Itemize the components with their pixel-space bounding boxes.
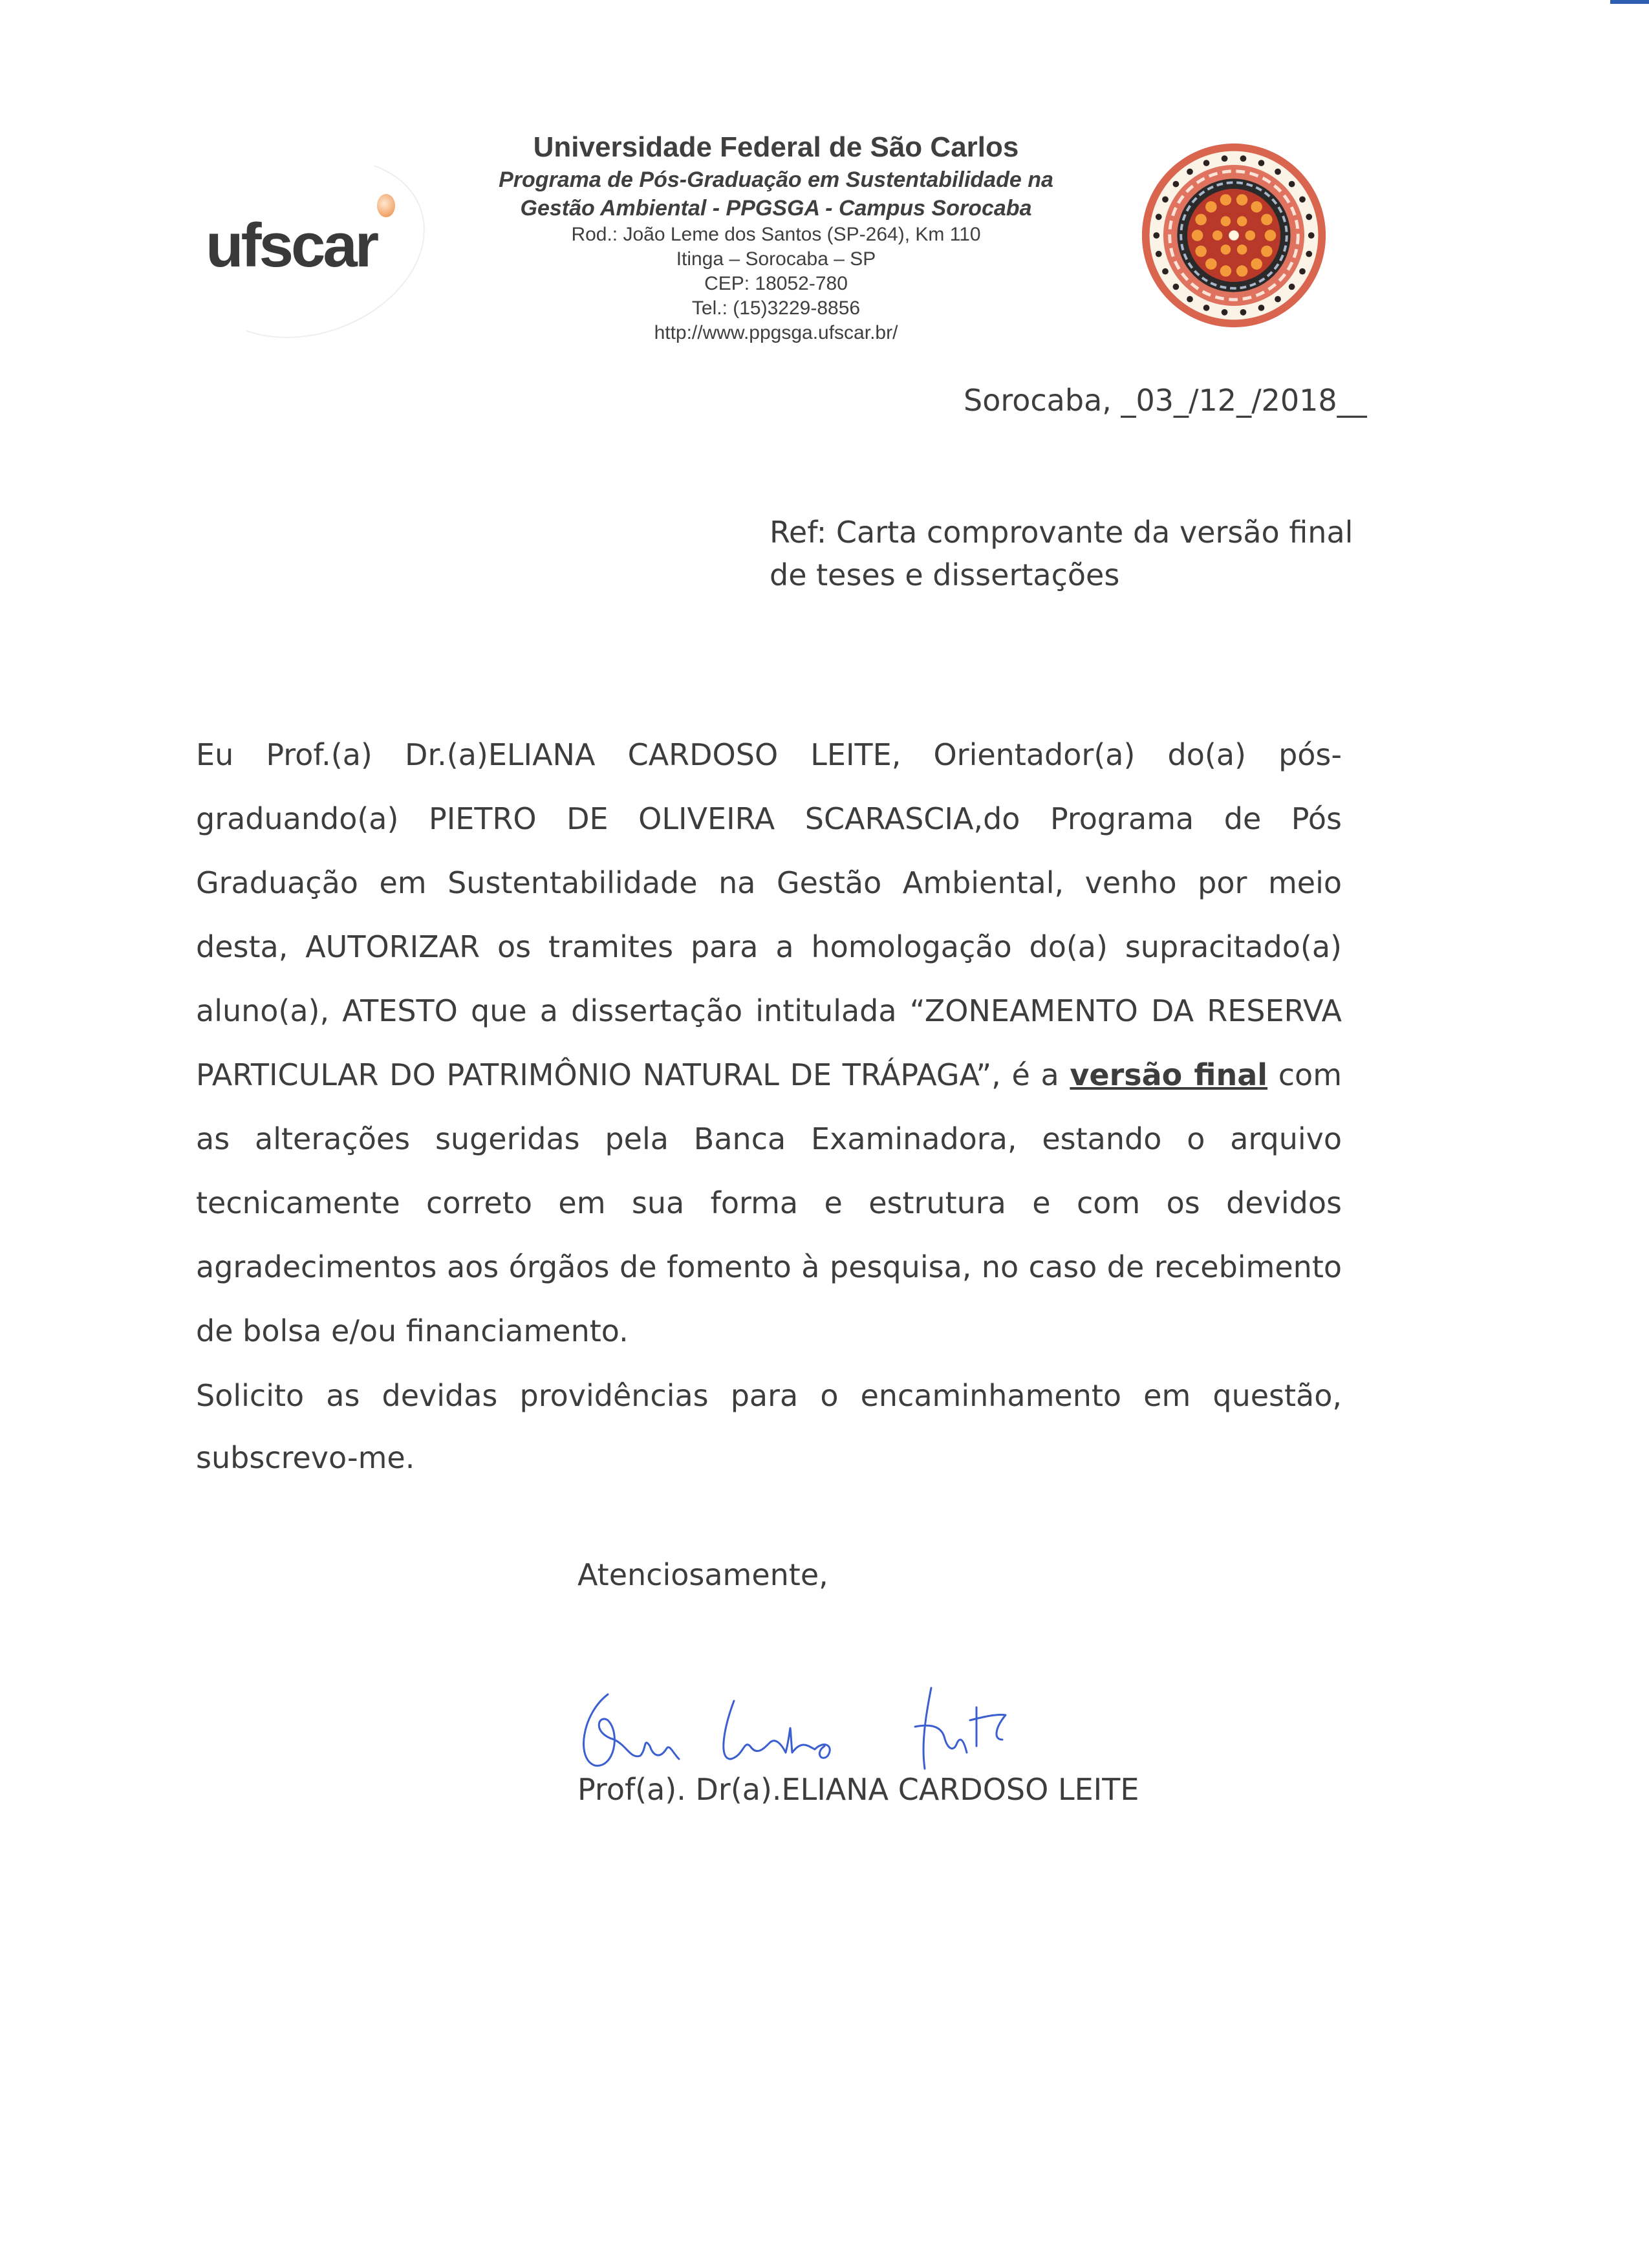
city-line: Itinga – Sorocaba – SP — [676, 248, 876, 270]
logo-text: ufscar — [206, 211, 377, 280]
emblem-dot — [1187, 296, 1193, 303]
reference-line-2: de teses e dissertações — [770, 557, 1120, 592]
emblem-dot — [1306, 251, 1312, 257]
body-paragraph — [196, 723, 1342, 1363]
cep-line: CEP: 18052-780 — [704, 273, 848, 294]
emblem-flower — [1265, 230, 1277, 241]
regards-line: Atenciosamente, — [577, 1557, 828, 1592]
emblem-dot — [1258, 160, 1265, 166]
emblem-dot — [1222, 309, 1228, 316]
body-text-start: Eu Prof.(a) Dr.(a)ELIANA CARDOSO LEITE, Orientador(a) do(a) pós-graduando(a) PIETRO DE OLIVEIRA SCARASCIA,do Programa de Pós Graduação em Sustentabilidade na Gestão Ambiental, venho por meio desta, AUTORIZAR os tramites para a homologação do(a) supracitado(a) aluno(a), ATESTO que a dissertação intitulada “ZONEAMENTO DA RESERVA PARTICULAR DO PATRIMÔNIO NATURAL DE TRÁPAGA”, é a — [196, 737, 1342, 1092]
emblem-flower — [1236, 265, 1248, 277]
emblem-dot — [1162, 268, 1169, 275]
emblem-dot — [1203, 160, 1210, 166]
emblem-dot — [1299, 268, 1306, 275]
emblem-dot — [1187, 169, 1193, 175]
letterhead — [453, 129, 1099, 345]
emblem-flower — [1205, 258, 1217, 270]
emblem-dot — [1173, 284, 1180, 290]
emblem-flower — [1205, 201, 1217, 213]
emblem-flower — [1236, 194, 1248, 206]
scan-corner-mark — [1610, 0, 1649, 4]
emblem-dot — [1156, 251, 1162, 257]
address-line: Rod.: João Leme dos Santos (SP-264), Km 110 — [571, 224, 981, 245]
phone-line: Tel.: (15)3229-8856 — [691, 297, 861, 319]
signature-last-name — [915, 1688, 1006, 1769]
emblem-dot — [1306, 213, 1312, 220]
signature-middle-name — [724, 1701, 830, 1759]
emblem-flower — [1195, 214, 1207, 226]
emblem-flower — [1192, 230, 1203, 241]
emblem-dot — [1153, 232, 1159, 239]
reference-block — [770, 511, 1353, 596]
emblem-icon — [1139, 141, 1328, 330]
ufscar-logo — [206, 189, 426, 292]
emblem-dot — [1289, 284, 1295, 290]
emblem-dot — [1203, 305, 1210, 311]
institution-name: Universidade Federal de São Carlos — [533, 131, 1019, 163]
emblem-dot — [1222, 155, 1228, 162]
signature-first-name — [584, 1694, 679, 1766]
emblem-dot — [1275, 296, 1281, 303]
emblem-flower — [1251, 258, 1262, 270]
emblem-dot — [1258, 305, 1265, 311]
handwritten-signature — [569, 1675, 1125, 1772]
emblem-flower — [1195, 246, 1207, 257]
emblem-flower — [1221, 244, 1231, 255]
emblem-flower — [1221, 216, 1231, 226]
body-text-end: com as alterações sugeridas pela Banca Examinadora, estando o arquivo tecnicamente correto em sua forma e estrutura e com os devidos agradecimentos aos órgãos de fomento à pesquisa, no caso de recebimento de bolsa e/ou financiamento. — [196, 1057, 1342, 1348]
letter-date: Sorocaba, _03_/12_/2018__ — [964, 383, 1367, 418]
emblem-dot — [1308, 232, 1315, 239]
emblem-center — [1229, 230, 1239, 241]
emblem-flower — [1251, 201, 1262, 213]
final-version-emphasis: versão final — [1070, 1057, 1268, 1092]
emblem-dot — [1299, 196, 1306, 202]
website-link[interactable]: http://www.ppgsga.ufscar.br/ — [654, 322, 898, 343]
program-line-2: Gestão Ambiental - PPGSGA - Campus Sorocaba — [520, 196, 1032, 221]
emblem-dot — [1156, 213, 1162, 220]
emblem-dot — [1289, 181, 1295, 188]
emblem-flower — [1220, 265, 1232, 277]
emblem-flower — [1237, 244, 1247, 255]
emblem-dot — [1162, 196, 1169, 202]
program-line-1: Programa de Pós-Graduação em Sustentabilidade na — [499, 167, 1053, 192]
emblem-flower — [1245, 230, 1256, 241]
logo-orb-icon — [377, 194, 395, 217]
emblem-dot — [1173, 181, 1180, 188]
emblem-dot — [1240, 309, 1247, 316]
closing-paragraph: Solicito as devidas providências para o encaminhamento em questão, subscrevo-me. — [196, 1378, 1342, 1475]
emblem-dot — [1240, 155, 1247, 162]
emblem-dot — [1275, 169, 1281, 175]
signer-name: Prof(a). Dr(a).ELIANA CARDOSO LEITE — [577, 1772, 1139, 1807]
reference-line-1: Ref: Carta comprovante da versão final — [770, 515, 1353, 550]
emblem-flower — [1261, 246, 1273, 257]
emblem-flower — [1212, 230, 1223, 241]
emblem-flower — [1237, 216, 1247, 226]
emblem-flower — [1261, 214, 1273, 226]
emblem-flower — [1220, 194, 1232, 206]
